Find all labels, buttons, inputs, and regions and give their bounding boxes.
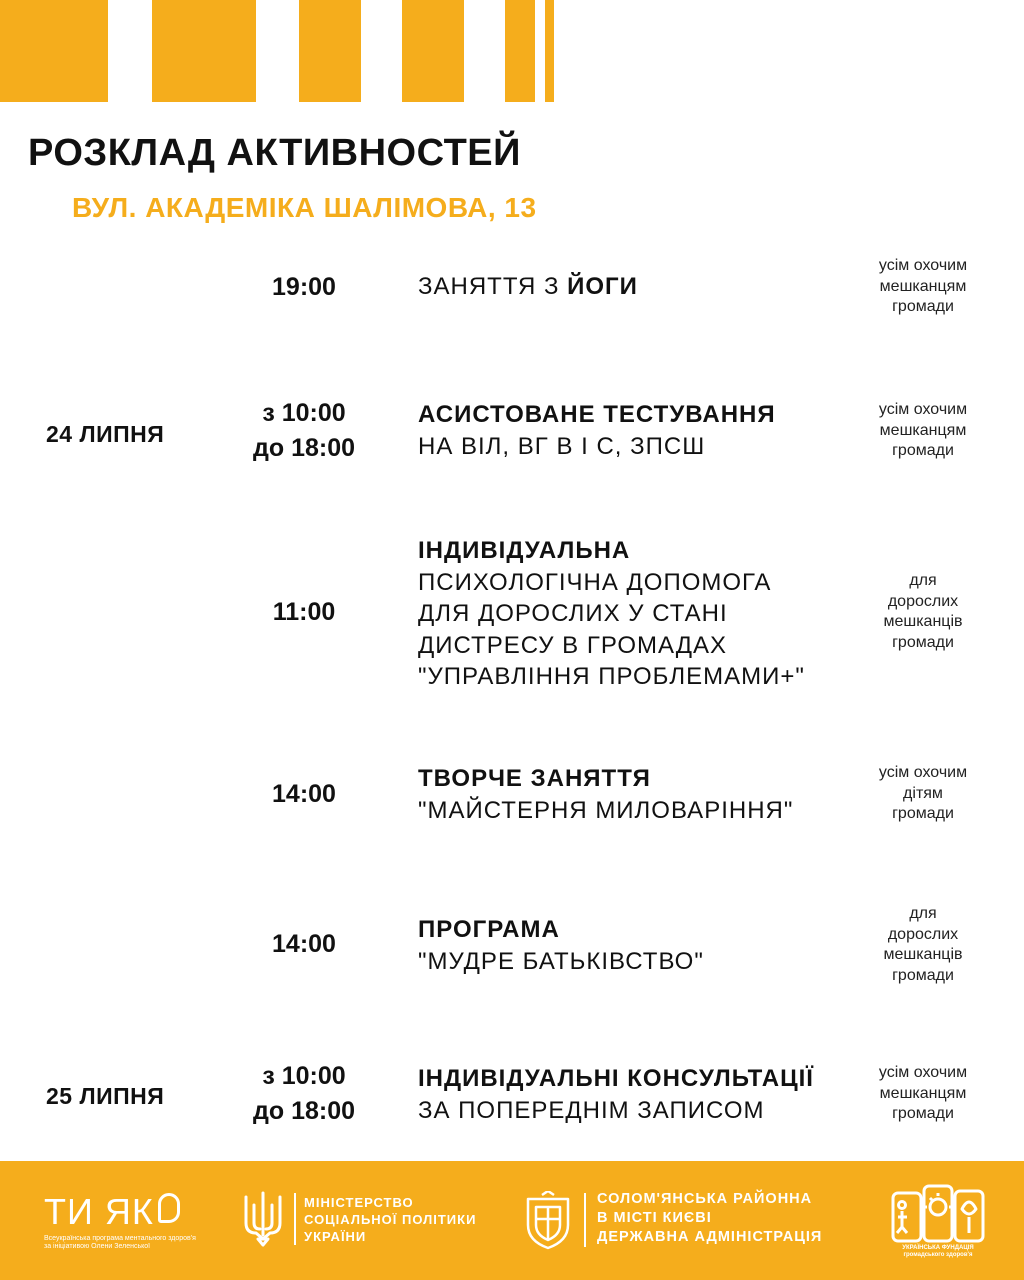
event-title-bold: АСИСТОВАНЕ ТЕСТУВАННЯ xyxy=(418,401,776,428)
event-time-start: з 10:00 xyxy=(262,399,346,427)
event-audience: для дорослих мешканців громади xyxy=(883,572,963,651)
event-title xyxy=(418,763,848,826)
event-detail: "УПРАВЛІННЯ ПРОБЛЕМАМИ+" xyxy=(418,663,805,690)
page-title: РОЗКЛАД АКТИВНОСТЕЙ xyxy=(28,132,521,174)
stripe xyxy=(299,0,361,102)
event-title-bold: ПРОГРАМА xyxy=(418,916,560,943)
event-title-bold: ІНДИВІДУАЛЬНІ КОНСУЛЬТАЦІЇ xyxy=(418,1065,814,1092)
event-time-end: до 18:00 xyxy=(252,1097,356,1125)
event-audience: для дорослих мешканців громади xyxy=(883,905,963,984)
tyyak-logo xyxy=(44,1191,214,1251)
event-time: 19:00 xyxy=(272,273,336,301)
event-audience: усім охочим дітям громади xyxy=(878,764,968,822)
event-detail: ДЛЯ ДОРОСЛИХ У СТАНІ xyxy=(418,600,728,627)
event-detail: НА ВІЛ, ВГ В І С, ЗПСШ xyxy=(418,432,706,460)
event-audience: усім охочим мешканцям громади xyxy=(878,257,968,315)
question-bubble-icon xyxy=(158,1193,180,1223)
event-audience: усім охочим мешканцям громади xyxy=(878,401,968,459)
foundation-name: УКРАЇНСЬКА ФУНДАЦІЯ громадського здоров'я xyxy=(902,1245,974,1258)
event-time: 14:00 xyxy=(272,930,336,958)
event-title xyxy=(418,1063,848,1126)
event-title xyxy=(418,914,848,977)
event-title xyxy=(418,399,848,462)
divider xyxy=(584,1193,586,1247)
event-time xyxy=(234,1059,374,1129)
tyyak-mark xyxy=(44,1191,214,1233)
event-title xyxy=(418,535,848,693)
event-time-start: з 10:00 xyxy=(262,1062,346,1090)
stripe xyxy=(505,0,535,102)
date-label: 25 ЛИПНЯ xyxy=(46,1083,165,1109)
trident-icon xyxy=(240,1189,286,1247)
tyyak-wordmark: ТИ ЯК xyxy=(44,1191,154,1232)
address: ВУЛ. АКАДЕМІКА ШАЛІМОВА, 13 xyxy=(72,192,537,223)
event-title-bold: ЙОГИ xyxy=(567,273,638,300)
event-detail: ЗА ПОПЕРЕДНІМ ЗАПИСОМ xyxy=(418,1096,765,1124)
date-label: 24 ЛИПНЯ xyxy=(46,421,165,447)
event-detail: "МУДРЕ БАТЬКІВСТВО" xyxy=(418,947,704,975)
header-stripes xyxy=(0,0,560,102)
event-detail: ДИСТРЕСУ В ГРОМАДАХ xyxy=(418,631,728,659)
district-administration-name: СОЛОМ'ЯНСЬКА РАЙОННА В МІСТІ КИЄВІ ДЕРЖАВНА АДМІНІСТРАЦІЯ xyxy=(597,1191,823,1245)
stripe xyxy=(402,0,464,102)
event-detail: "МАЙСТЕРНЯ МИЛОВАРІННЯ" xyxy=(418,796,794,824)
tyyak-subtitle: Всеукраїнська програма ментального здоров'я за ініціативою Олени Зеленської xyxy=(44,1235,196,1250)
event-title xyxy=(418,271,848,303)
event-time xyxy=(234,396,374,466)
divider xyxy=(294,1193,296,1245)
footer-bar xyxy=(0,1161,1024,1280)
ministry-name: МІНІСТЕРСТВО СОЦІАЛЬНОЇ ПОЛІТИКИ УКРАЇНИ xyxy=(304,1195,477,1244)
event-title-bold: ТВОРЧЕ ЗАНЯТТЯ xyxy=(418,765,651,792)
event-time: 14:00 xyxy=(272,780,336,808)
event-title-bold: ІНДИВІДУАЛЬНА xyxy=(418,537,631,564)
event-detail: ПСИХОЛОГІЧНА ДОПОМОГА xyxy=(418,568,772,596)
stripe xyxy=(545,0,554,102)
event-time-end: до 18:00 xyxy=(252,434,356,462)
event-title-prefix: ЗАНЯТТЯ З xyxy=(418,273,568,300)
stripe xyxy=(0,0,108,102)
stripe xyxy=(152,0,256,102)
event-time: 11:00 xyxy=(272,598,336,626)
event-audience: усім охочим мешканцям громади xyxy=(878,1064,968,1122)
crest-icon xyxy=(522,1191,574,1251)
